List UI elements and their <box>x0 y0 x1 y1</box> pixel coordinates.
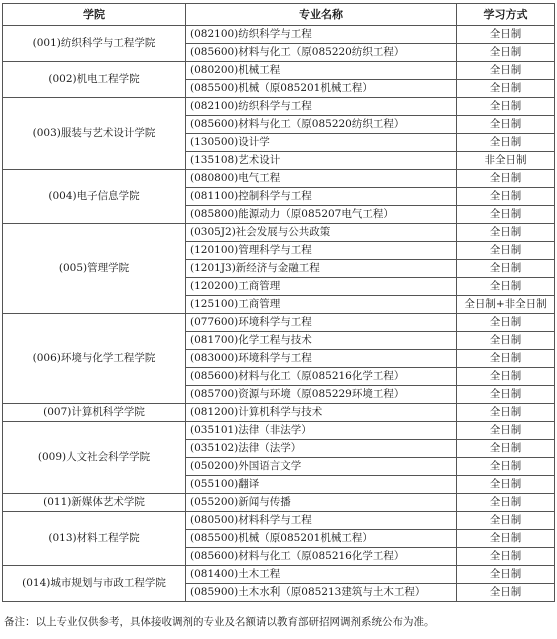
study-mode-cell: 全日制+非全日制 <box>457 296 555 314</box>
major-cell: (085600)材料与化工（原085216化学工程） <box>186 548 457 566</box>
major-cell: (085500)机械（原085201机械工程） <box>186 80 457 98</box>
college-cell: (014)城市规划与市政工程学院 <box>3 566 186 602</box>
major-cell: (080800)电气工程 <box>186 170 457 188</box>
study-mode-cell: 全日制 <box>457 206 555 224</box>
study-mode-cell: 全日制 <box>457 170 555 188</box>
majors-table <box>2 3 555 602</box>
college-cell: (001)纺织科学与工程学院 <box>3 26 186 62</box>
study-mode-cell: 全日制 <box>457 476 555 494</box>
study-mode-cell: 全日制 <box>457 530 555 548</box>
college-cell: (004)电子信息学院 <box>3 170 186 224</box>
major-cell: (130500)设计学 <box>186 134 457 152</box>
study-mode-cell: 全日制 <box>457 278 555 296</box>
table-row <box>3 422 555 440</box>
table-row <box>3 98 555 116</box>
study-mode-cell: 全日制 <box>457 98 555 116</box>
study-mode-cell: 全日制 <box>457 260 555 278</box>
table-row <box>3 494 555 512</box>
major-cell: (085700)资源与环境（原085229环境工程） <box>186 386 457 404</box>
study-mode-cell: 全日制 <box>457 134 555 152</box>
major-cell: (120100)管理科学与工程 <box>186 242 457 260</box>
college-cell: (006)环境与化学工程学院 <box>3 314 186 404</box>
header-mode: 学习方式 <box>457 4 555 26</box>
study-mode-cell: 全日制 <box>457 188 555 206</box>
major-cell: (1201J3)新经济与金融工程 <box>186 260 457 278</box>
major-cell: (081700)化学工程与技术 <box>186 332 457 350</box>
table-row <box>3 26 555 44</box>
major-cell: (055200)新闻与传播 <box>186 494 457 512</box>
footnote: 备注：以上专业仅供参考，具体接收调剂的专业及名额请以教育部研招网调剂系统公布为准。 <box>4 616 435 628</box>
study-mode-cell: 全日制 <box>457 350 555 368</box>
study-mode-cell: 全日制 <box>457 584 555 602</box>
major-cell: (077600)环境科学与工程 <box>186 314 457 332</box>
major-cell: (081100)控制科学与工程 <box>186 188 457 206</box>
study-mode-cell: 全日制 <box>457 440 555 458</box>
study-mode-cell: 全日制 <box>457 44 555 62</box>
table-row <box>3 566 555 584</box>
major-cell: (050200)外国语言文学 <box>186 458 457 476</box>
study-mode-cell: 全日制 <box>457 314 555 332</box>
college-cell: (003)服装与艺术设计学院 <box>3 98 186 170</box>
major-cell: (081200)计算机科学与技术 <box>186 404 457 422</box>
study-mode-cell: 全日制 <box>457 368 555 386</box>
college-cell: (007)计算机科学学院 <box>3 404 186 422</box>
college-cell: (009)人文社会科学学院 <box>3 422 186 494</box>
major-cell: (125100)工商管理 <box>186 296 457 314</box>
study-mode-cell: 全日制 <box>457 548 555 566</box>
study-mode-cell: 全日制 <box>457 242 555 260</box>
study-mode-cell: 全日制 <box>457 332 555 350</box>
college-cell: (005)管理学院 <box>3 224 186 314</box>
college-cell: (011)新媒体艺术学院 <box>3 494 186 512</box>
study-mode-cell: 全日制 <box>457 512 555 530</box>
college-cell: (002)机电工程学院 <box>3 62 186 98</box>
major-cell: (080200)机械工程 <box>186 62 457 80</box>
table-row <box>3 512 555 530</box>
major-cell: (120200)工商管理 <box>186 278 457 296</box>
study-mode-cell: 全日制 <box>457 422 555 440</box>
major-cell: (080500)材料科学与工程 <box>186 512 457 530</box>
table-row <box>3 314 555 332</box>
major-cell: (082100)纺织科学与工程 <box>186 98 457 116</box>
major-cell: (035102)法律（法学） <box>186 440 457 458</box>
header-major: 专业名称 <box>186 4 457 26</box>
major-cell: (085600)材料与化工（原085220纺织工程） <box>186 116 457 134</box>
study-mode-cell: 全日制 <box>457 404 555 422</box>
study-mode-cell: 全日制 <box>457 116 555 134</box>
study-mode-cell: 全日制 <box>457 62 555 80</box>
major-cell: (082100)纺织科学与工程 <box>186 26 457 44</box>
header-college: 学院 <box>3 4 186 26</box>
study-mode-cell: 全日制 <box>457 566 555 584</box>
major-cell: (035101)法律（非法学） <box>186 422 457 440</box>
major-cell: (085600)材料与化工（原085216化学工程） <box>186 368 457 386</box>
study-mode-cell: 全日制 <box>457 458 555 476</box>
major-cell: (055100)翻译 <box>186 476 457 494</box>
major-cell: (085500)机械（原085201机械工程） <box>186 530 457 548</box>
college-cell: (013)材料工程学院 <box>3 512 186 566</box>
table-row <box>3 404 555 422</box>
study-mode-cell: 全日制 <box>457 80 555 98</box>
study-mode-cell: 全日制 <box>457 494 555 512</box>
major-cell: (0305J2)社会发展与公共政策 <box>186 224 457 242</box>
major-cell: (083000)环境科学与工程 <box>186 350 457 368</box>
major-cell: (085900)土木水利（原085213建筑与土木工程） <box>186 584 457 602</box>
table-header-row <box>3 4 555 26</box>
table-row <box>3 170 555 188</box>
study-mode-cell: 非全日制 <box>457 152 555 170</box>
major-cell: (081400)土木工程 <box>186 566 457 584</box>
major-cell: (085800)能源动力（原085207电气工程） <box>186 206 457 224</box>
study-mode-cell: 全日制 <box>457 224 555 242</box>
table-row <box>3 224 555 242</box>
table-row <box>3 62 555 80</box>
major-cell: (085600)材料与化工（原085220纺织工程） <box>186 44 457 62</box>
major-cell: (135108)艺术设计 <box>186 152 457 170</box>
study-mode-cell: 全日制 <box>457 386 555 404</box>
study-mode-cell: 全日制 <box>457 26 555 44</box>
